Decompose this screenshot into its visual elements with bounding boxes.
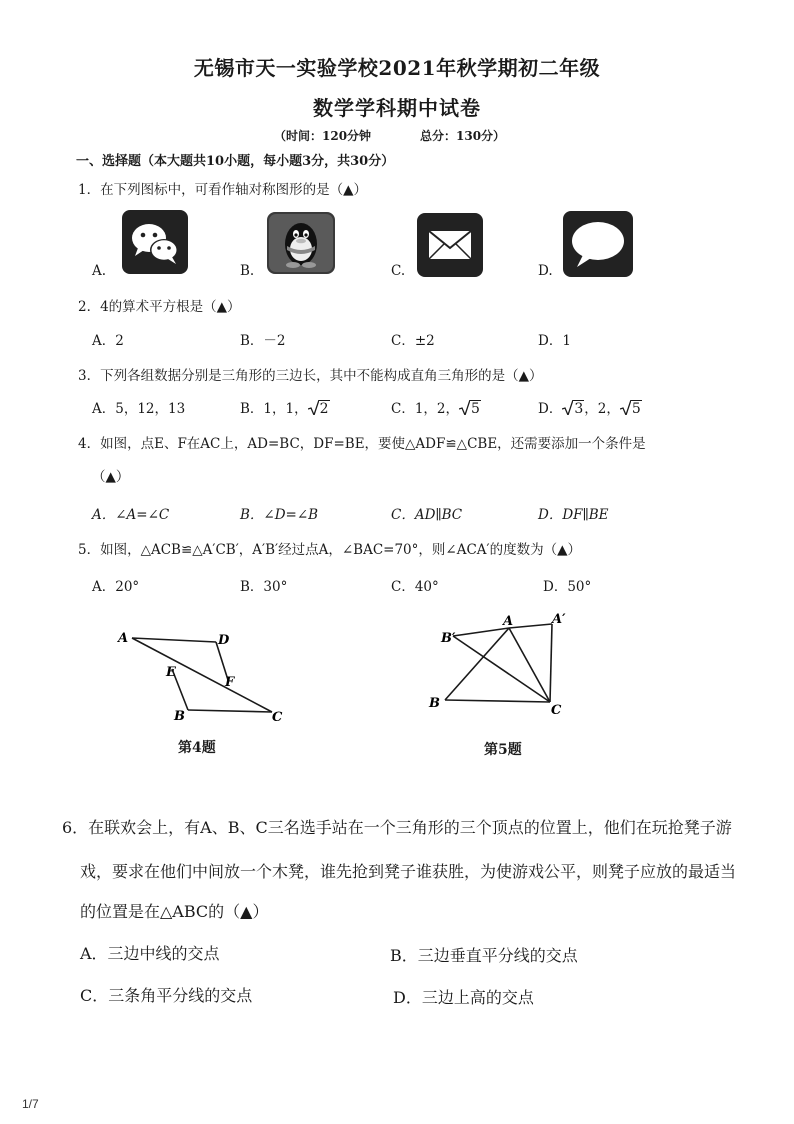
q2-option-c: C．±2 xyxy=(391,333,435,349)
mail-envelope-icon xyxy=(417,213,483,277)
fig5-point-b: B xyxy=(429,696,440,711)
fig4-point-f: F xyxy=(225,675,235,690)
q3-option-d-radicand-1: 3 xyxy=(574,401,584,417)
q3-option-b-text: B．1，1， xyxy=(240,401,308,417)
q1-option-d: D. xyxy=(538,263,553,279)
q3-option-c-radicand: 5 xyxy=(471,401,480,417)
q3-option-b xyxy=(240,397,330,417)
fig5-point-c: C xyxy=(551,703,562,718)
q2-option-b: B．－2 xyxy=(240,333,286,349)
q5-option-a: A．20° xyxy=(92,579,140,595)
q6-option-b: B．三边垂直平分线的交点 xyxy=(390,946,578,965)
q6-option-a: A．三边中线的交点 xyxy=(80,944,220,963)
qq-penguin-icon xyxy=(267,212,335,274)
q5-option-b: B．30° xyxy=(240,579,288,595)
q1-option-b: B. xyxy=(240,263,255,279)
q2-stem: 2．4的算术平方根是（▲） xyxy=(78,299,241,315)
q6-option-c: C．三条角平分线的交点 xyxy=(80,986,253,1005)
q2-option-d: D．1 xyxy=(538,333,571,349)
wechat-icon xyxy=(122,210,188,274)
q1-option-a: A. xyxy=(92,263,107,279)
q1-option-c: C. xyxy=(391,263,406,279)
fig4-point-d: D xyxy=(218,633,230,648)
q2-option-a: A．2 xyxy=(92,333,124,349)
figure-q4 xyxy=(110,620,310,730)
figure-q4-caption: 第4题 xyxy=(178,740,216,756)
figure-q5 xyxy=(425,610,585,720)
q3-option-b-radicand: 2 xyxy=(319,401,329,417)
q3-option-d-radicand-2: 5 xyxy=(631,401,641,417)
fig4-point-a: A xyxy=(118,631,129,646)
q3-option-d-text: ，2， xyxy=(584,401,620,417)
fig5-point-a: A xyxy=(503,614,514,629)
sqrt-sign xyxy=(562,401,584,417)
sqrt-sign xyxy=(620,401,642,417)
q6-option-d: D．三边上高的交点 xyxy=(393,988,534,1007)
section-heading: 一、选择题（本大题共10小题，每小题3分，共30分） xyxy=(76,154,395,169)
fig5-point-a-prime: A′ xyxy=(552,612,566,627)
fig4-point-b: B xyxy=(174,709,185,724)
fig5-point-b-prime: B′ xyxy=(441,631,456,646)
q3-option-d-label: D． xyxy=(538,401,563,417)
q4-option-c: C．AD∥BC xyxy=(391,507,463,523)
exam-total-score: 总分：130分） xyxy=(420,129,506,143)
exam-title-line1: 无锡市天一实验学校2021年秋学期初二年级 xyxy=(193,56,601,80)
sqrt-sign xyxy=(308,401,330,417)
q3-option-c-text: C．1，2， xyxy=(391,401,460,417)
figure-q5-caption: 第5题 xyxy=(484,742,522,758)
page-number: 1/7 xyxy=(22,1097,39,1111)
q3-option-c xyxy=(391,397,481,417)
q5-stem: 5．如图，△ACB≌△A′CB′，A′B′经过点A，∠BAC=70°，则∠ACA′的度数为（▲） xyxy=(78,542,581,558)
q4-stem: 4．如图，点E、F在AC上，AD=BC，DF=BE，要使△ADF≌△CBE，还需要添加一个条件是 xyxy=(78,436,646,452)
fig4-point-c: C xyxy=(272,710,283,725)
q3-option-a: A．5，12，13 xyxy=(92,401,186,417)
chat-bubble-icon xyxy=(563,211,633,277)
q1-stem: 1．在下列图标中，可看作轴对称图形的是（▲） xyxy=(78,182,367,198)
q6-stem-line3: 的位置是在△ABC的（▲） xyxy=(80,902,269,921)
fig4-point-e: E xyxy=(166,665,176,680)
q5-option-c: C．40° xyxy=(391,579,439,595)
sqrt-sign xyxy=(459,401,481,417)
q3-option-d xyxy=(538,397,642,417)
q4-stem-cont: （▲） xyxy=(92,469,130,485)
q4-option-d: D．DF∥BE xyxy=(538,507,609,523)
q3-stem: 3．下列各组数据分别是三角形的三边长，其中不能构成直角三角形的是（▲） xyxy=(78,368,543,384)
q5-option-d: D．50° xyxy=(543,579,592,595)
q4-option-a: A．∠A=∠C xyxy=(92,507,170,523)
q4-option-b: B．∠D=∠B xyxy=(240,507,319,523)
exam-title-line2: 数学学科期中试卷 xyxy=(313,96,481,120)
q6-stem-line2: 戏，要求在他们中间放一个木凳，谁先抢到凳子谁获胜，为使游戏公平，则凳子应放的最适当 xyxy=(80,862,737,881)
q6-stem-line1: 6．在联欢会上，有A、B、C三名选手站在一个三角形的三个顶点的位置上，他们在玩抢凳子游 xyxy=(62,818,732,837)
exam-time: （时间：120分钟 xyxy=(274,129,372,143)
